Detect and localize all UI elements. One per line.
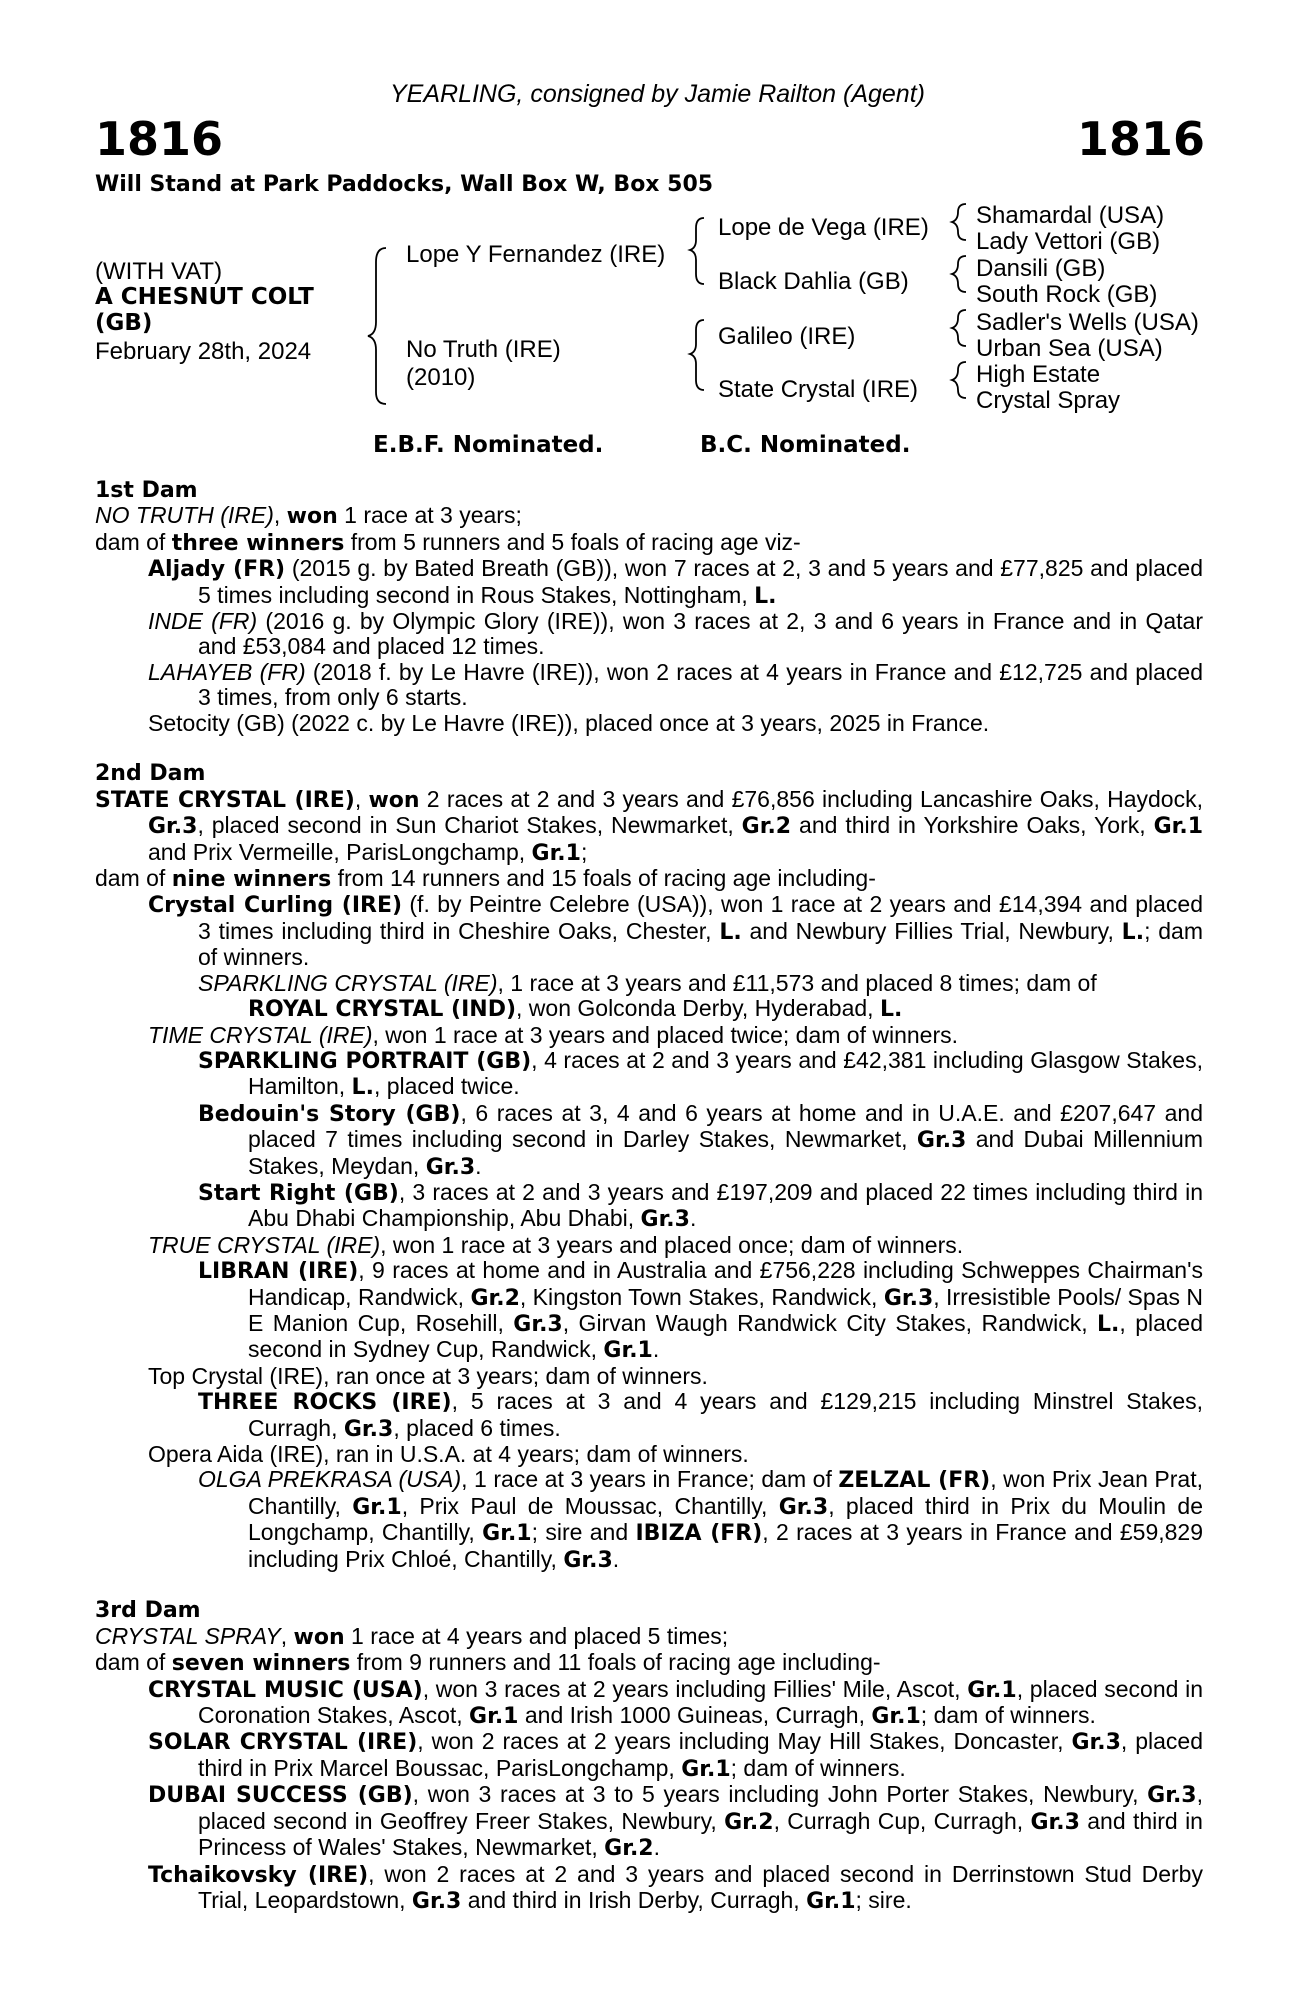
produce-entry: TIME CRYSTAL (IRE), won 1 race at 3 years and placed twice; dam of winners. [148,1021,959,1048]
brace-ds [952,310,966,346]
horse-country: (GB) [95,310,153,336]
produce-entry: SPARKLING CRYSTAL (IRE), 1 race at 3 years and £11,573 and placed 8 times; dam of [198,969,1097,996]
produce-entry: LIBRAN (IRE), 9 races at home and in Australia and £756,228 including Schweppes Chairman's Handicap, Randwick, Gr.2, Kingston Town Stakes, Randwick, Gr.3, Irresistible Pools/ Spas N E Manion Cup, Rosehill, Gr.3, Girvan Waugh Randwick City Stakes, Randwick, L., placed second in Sydney Cup, Randwick, Gr.1. [198,1257,1204,1364]
produce-entry: OLGA PREKRASA (USA), 1 race at 3 years in France; dam of ZELZAL (FR), won Prix Jean Prat, Chantilly, Gr.1, Prix Paul de Moussac, Chantilly, Gr.3, placed third in Prix du Moulin de Longchamp, Chantilly, Gr.1; sire and IBIZA (FR), 2 races at 3 years in France and £59,829 including Prix Chloé, Chantilly, Gr.3. [198,1466,1203,1573]
dam-produce-summary: dam of three winners from 5 runners and 5 foals of racing age viz- [95,528,801,556]
produce-entry: Aljady (FR) (2015 g. by Bated Breath (GB)), won 7 races at 2, 3 and 5 years and £77,825 and placed 5 times including second in Rous Stakes, Nottingham, L. INDE (FR) (2016 g. by Olympic Glory (IRE)), won 3 races at 2, 3 and 6 years in France and in Qatar and £53,084 and placed 12 times. LAHAYEB (FR) (2018 f. by Le Havre (IRE)), won 2 races at 4 years in France and £12,725 and placed 3 times, from only 6 starts. Setocity (GB) (2022 c. by Le Havre (IRE)), placed once at 3 years, 2025 in France. [148,555,1203,736]
brace-main [368,248,386,404]
bc-nomination: B.C. Nominated. [700,432,911,458]
dam-produce-summary: dam of nine winners from 14 runners and 15 foals of racing age including- [95,865,876,893]
brace-sire [690,218,704,284]
sire-name: Lope Y Fernandez (IRE) [406,241,666,268]
dam-produce-summary: dam of seven winners from 9 runners and 11 foals of racing age including- [95,1649,881,1677]
brace-dam [690,320,704,390]
brace-dd [952,362,966,398]
dam-summary: CRYSTAL SPRAY, won 1 race at 4 years and placed 5 times; [95,1622,729,1650]
brace-ss [952,204,966,240]
consignor-line: YEARLING, consigned by Jamie Railton (Agent) [390,80,925,108]
produce-entry: DUBAI SUCCESS (GB), won 3 races at 3 to 5 years including John Porter Stakes, Newbury, Gr.3, placed second in Geoffrey Freer Stakes, Newbury, Gr.2, Curragh Cup, Curragh, Gr.3 and third in Princess of Wales' Stakes, Newmarket, Gr.2. [148,1781,1203,1862]
section-heading: 3rd Dam [95,1598,201,1624]
third-dam-section [95,1598,1203,1676]
dam-year: (2010) [406,364,476,391]
produce-entry: ROYAL CRYSTAL (IND), won Golconda Derby, Hyderabad, L. [248,995,903,1023]
produce-entry: Crystal Curling (IRE) (f. by Peintre Celebre (USA)), won 1 race at 2 years and £14,394 and placed 3 times including third in Cheshire Oaks, Chester, L. and Newbury Fillies Trial, Newbury, L.; dam of winners. [148,891,1203,971]
produce-entry: TRUE CRYSTAL (IRE), won 1 race at 3 years and placed once; dam of winners. [148,1231,964,1258]
produce-entry: SPARKLING PORTRAIT (GB), 4 races at 2 and 3 years and £42,381 including Glasgow Stakes, Hamilton, L., placed twice. [198,1046,1203,1101]
vat-note: (WITH VAT) [95,258,223,285]
stand-location: Will Stand at Park Paddocks, Wall Box W, Box 505 [95,172,714,197]
section-heading: 1st Dam [95,478,198,503]
produce-entry: Bedouin's Story (GB), 6 races at 3, 4 and 6 years at home and in U.A.E. and £207,647 and placed 7 times including second in Darley Stakes, Newmarket, Gr.3 and Dubai Millennium Stakes, Meydan, Gr.3. [198,1099,1203,1180]
sire-dam: Black Dahlia (GB) [718,268,909,295]
dam-dam-dam: Crystal Spray [976,387,1121,414]
sire-sire-sire: Shamardal (USA) [976,202,1165,229]
sire-dam-sire: Dansili (GB) [976,255,1106,282]
produce-entry: Opera Aida (IRE), ran in U.S.A. at 4 years; dam of winners. [148,1441,749,1468]
produce-entries [148,1677,1203,1915]
sire-sire: Lope de Vega (IRE) [718,214,929,241]
dam-summary: NO TRUTH (IRE), won 1 race at 3 years; [95,502,522,530]
produce-entry: Start Right (GB), 3 races at 2 and 3 years and £197,209 and placed 22 times including third in Abu Dhabi Championship, Abu Dhabi, Gr.3. [198,1178,1203,1233]
section-heading: 2nd Dam [95,761,206,787]
brace-sd [952,256,966,292]
produce-entry: Top Crystal (IRE), ran once at 3 years; dam of winners. [148,1362,708,1389]
produce-entry: SOLAR CRYSTAL (IRE), won 2 races at 2 years including May Hill Stakes, Doncaster, Gr.3, placed third in Prix Marcel Boussac, ParisLongchamp, Gr.1; dam of winners. [148,1728,1204,1782]
produce-entry: THREE ROCKS (IRE), 5 races at 3 and 4 years and £129,215 including Minstrel Stakes, Curragh, Gr.3, placed 6 times. [198,1388,1204,1442]
horse-name: A CHESNUT COLT [95,284,314,310]
dam-sire: Galileo (IRE) [718,323,856,350]
dam-name: No Truth (IRE) [406,336,561,363]
produce-record [0,478,1315,1914]
first-dam-section [95,478,1203,556]
dam-sire-sire: Sadler's Wells (USA) [976,309,1199,336]
produce-entry: CRYSTAL MUSIC (USA), won 3 races at 2 years including Fillies' Mile, Ascot, Gr.1, placed second in Coronation Stakes, Ascot, Gr.1 and Irish 1000 Guineas, Curragh, Gr.1; dam of winners. [148,1675,1203,1730]
produce-entries [148,892,1203,1573]
dam-summary: STATE CRYSTAL (IRE), won 2 races at 2 and 3 years and £76,856 including Lancashire Oaks, Haydock, Gr.3, placed second in Sun Chariot Stakes, Newmarket, Gr.2 and third in Yorkshire Oaks, York, Gr.1 and Prix Vermeille, ParisLongchamp, Gr.1; [95,785,1203,866]
dam-dam: State Crystal (IRE) [718,376,919,403]
foaling-date: February 28th, 2024 [95,338,312,365]
second-dam-section [95,761,1203,892]
dam-dam-sire: High Estate [976,361,1101,388]
ebf-nomination: E.B.F. Nominated. [373,432,604,458]
dam-sire-dam: Urban Sea (USA) [976,335,1163,362]
lot-number-left: 1816 [95,112,224,166]
sire-sire-dam: Lady Vettori (GB) [976,228,1161,255]
sire-dam-dam: South Rock (GB) [976,281,1158,308]
produce-entry: Tchaikovsky (IRE), won 2 races at 2 and 3 years and placed second in Derrinstown Stud Derby Trial, Leopardstown, Gr.3 and third in Irish Derby, Curragh, Gr.1; sire. [148,1860,1203,1914]
lot-number-right: 1816 [1076,112,1205,166]
